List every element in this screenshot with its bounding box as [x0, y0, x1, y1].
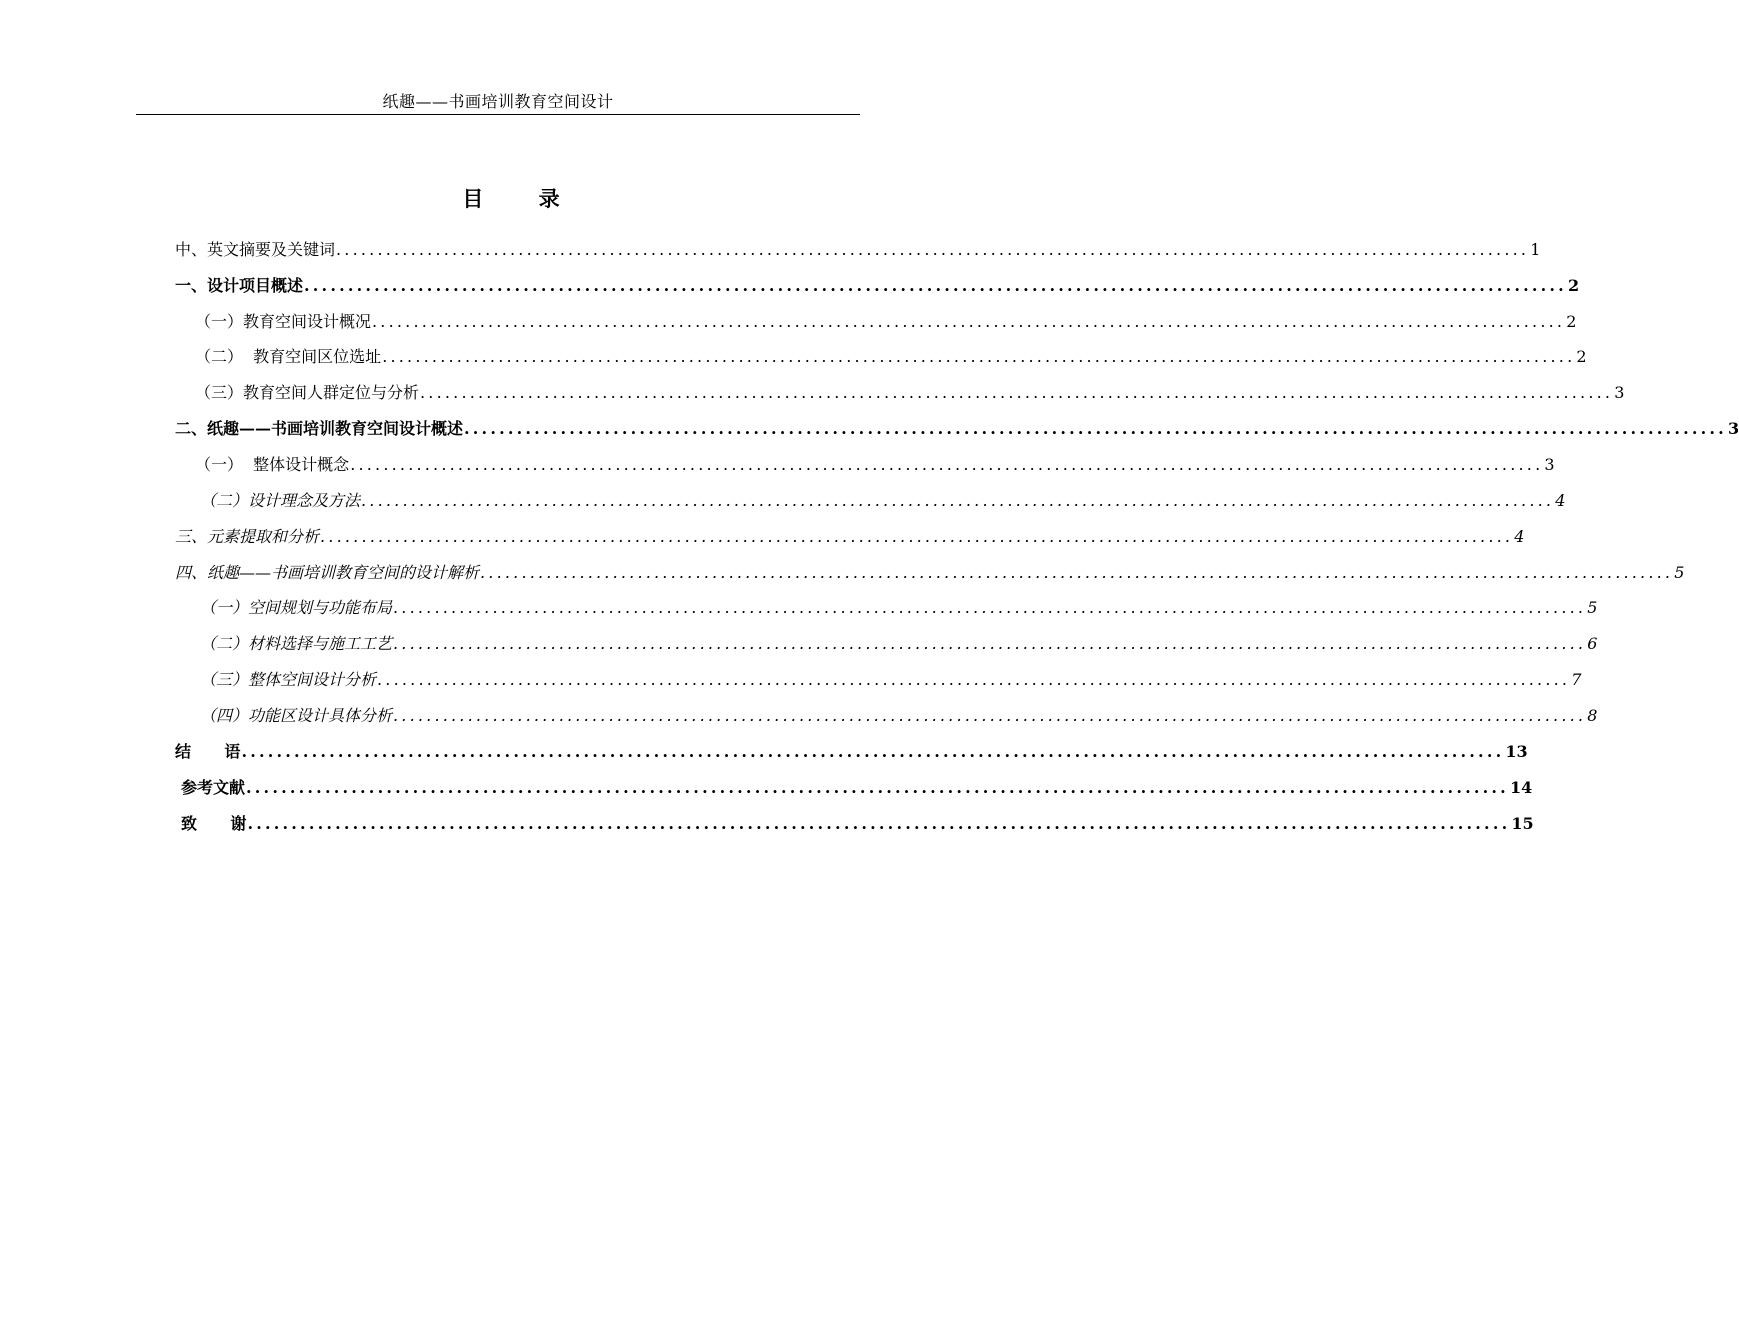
toc-entry-page: 1	[1530, 240, 1541, 259]
toc-entry-page: 2	[1576, 347, 1587, 366]
toc-entry-acknowledgements[interactable]	[181, 812, 1534, 836]
toc-entry-label: （一）教育空间设计概况	[195, 312, 372, 331]
toc-leader-dots: ................................................................................................................................................	[480, 563, 1674, 582]
toc-entry-section-4-2[interactable]	[200, 632, 1598, 656]
toc-entry-label: （二）设计理念及方法	[200, 491, 361, 510]
toc-leader-dots: ................................................................................................................................................	[304, 276, 1567, 295]
toc-entry-page: 3	[1727, 419, 1739, 438]
toc-entry-chapter-2[interactable]	[175, 417, 1739, 441]
toc-entry-page: 4	[1514, 527, 1525, 546]
toc-entry-page: 3	[1614, 383, 1625, 402]
toc-leader-dots: ................................................................................................................................................	[246, 778, 1509, 797]
toc-entry-section-2-1[interactable]	[195, 453, 1555, 477]
toc-entry-label: （一）空间规划与功能布局	[200, 598, 393, 617]
toc-entry-label: （二）材料选择与施工工艺	[200, 634, 393, 653]
toc-entry-section-4-1[interactable]	[200, 596, 1598, 620]
toc-entry-conclusion[interactable]	[175, 740, 1528, 764]
toc-leader-dots: ................................................................................................................................................	[382, 347, 1576, 366]
toc-entry-page: 13	[1505, 742, 1528, 761]
toc-leader-dots: ................................................................................................................................................	[336, 240, 1530, 259]
toc-entry-page: 6	[1587, 634, 1598, 653]
toc-entry-section-1-3[interactable]	[195, 381, 1625, 405]
toc-entry-label: 致 谢	[181, 814, 247, 833]
toc-title: 目 录	[462, 186, 584, 211]
toc-leader-dots: ................................................................................................................................................	[393, 598, 1587, 617]
toc-leader-dots: ................................................................................................................................................	[361, 491, 1555, 510]
toc-entry-label: 参考文献	[181, 778, 246, 797]
toc-entry-label: 一、设计项目概述	[175, 276, 304, 295]
running-header: 纸趣——书画培训教育空间设计	[382, 92, 614, 111]
toc-entry-section-4-4[interactable]	[200, 704, 1598, 728]
toc-entry-page: 7	[1571, 670, 1582, 689]
toc-leader-dots: ................................................................................................................................................	[420, 383, 1614, 402]
toc-entry-page: 14	[1509, 778, 1533, 797]
toc-entry-page: 5	[1674, 563, 1685, 582]
toc-entry-label: 结 语	[175, 742, 241, 761]
toc-entry-section-1-1[interactable]	[195, 310, 1577, 334]
toc-entry-label: （二） 教育空间区位选址	[195, 347, 382, 366]
toc-entry-section-2-2[interactable]	[200, 489, 1566, 513]
toc-entry-label: （四）功能区设计具体分析	[200, 706, 393, 725]
toc-leader-dots: ................................................................................................................................................	[241, 742, 1505, 761]
toc-leader-dots: ................................................................................................................................................	[393, 706, 1587, 725]
toc-entry-section-4-3[interactable]	[200, 668, 1582, 692]
toc-entry-page: 8	[1587, 706, 1598, 725]
toc-entry-label: 三、元素提取和分析	[175, 527, 320, 546]
toc-entry-label: 四、纸趣——书画培训教育空间的设计解析	[175, 563, 480, 582]
toc-entry-page: 5	[1587, 598, 1598, 617]
toc-entry-page: 4	[1555, 491, 1566, 510]
toc-entry-abstract[interactable]	[175, 238, 1541, 262]
toc-leader-dots: ................................................................................................................................................	[247, 814, 1511, 833]
toc-entry-page: 2	[1566, 312, 1577, 331]
toc-entry-label: （三）教育空间人群定位与分析	[195, 383, 420, 402]
toc-entry-references[interactable]	[181, 776, 1533, 800]
toc-entry-chapter-1[interactable]	[175, 274, 1580, 298]
toc-entry-chapter-3[interactable]	[175, 525, 1525, 549]
toc-leader-dots: ................................................................................................................................................	[350, 455, 1544, 474]
toc-entry-chapter-4[interactable]	[175, 561, 1685, 585]
toc-entry-page: 3	[1544, 455, 1555, 474]
toc-leader-dots: ................................................................................................................................................	[464, 419, 1727, 438]
toc-entry-label: （一） 整体设计概念	[195, 455, 350, 474]
toc-entry-section-1-2[interactable]	[195, 345, 1587, 369]
toc-entry-page: 2	[1567, 276, 1580, 295]
toc-entry-label: 二、纸趣——书画培训教育空间设计概述	[175, 419, 464, 438]
toc-leader-dots: ................................................................................................................................................	[393, 634, 1587, 653]
toc-leader-dots: ................................................................................................................................................	[377, 670, 1571, 689]
toc-entry-label: （三）整体空间设计分析	[200, 670, 377, 689]
toc-entry-label: 中、英文摘要及关键词	[175, 240, 336, 259]
toc-leader-dots: ................................................................................................................................................	[372, 312, 1566, 331]
toc-entry-page: 15	[1511, 814, 1534, 833]
toc-leader-dots: ................................................................................................................................................	[320, 527, 1514, 546]
